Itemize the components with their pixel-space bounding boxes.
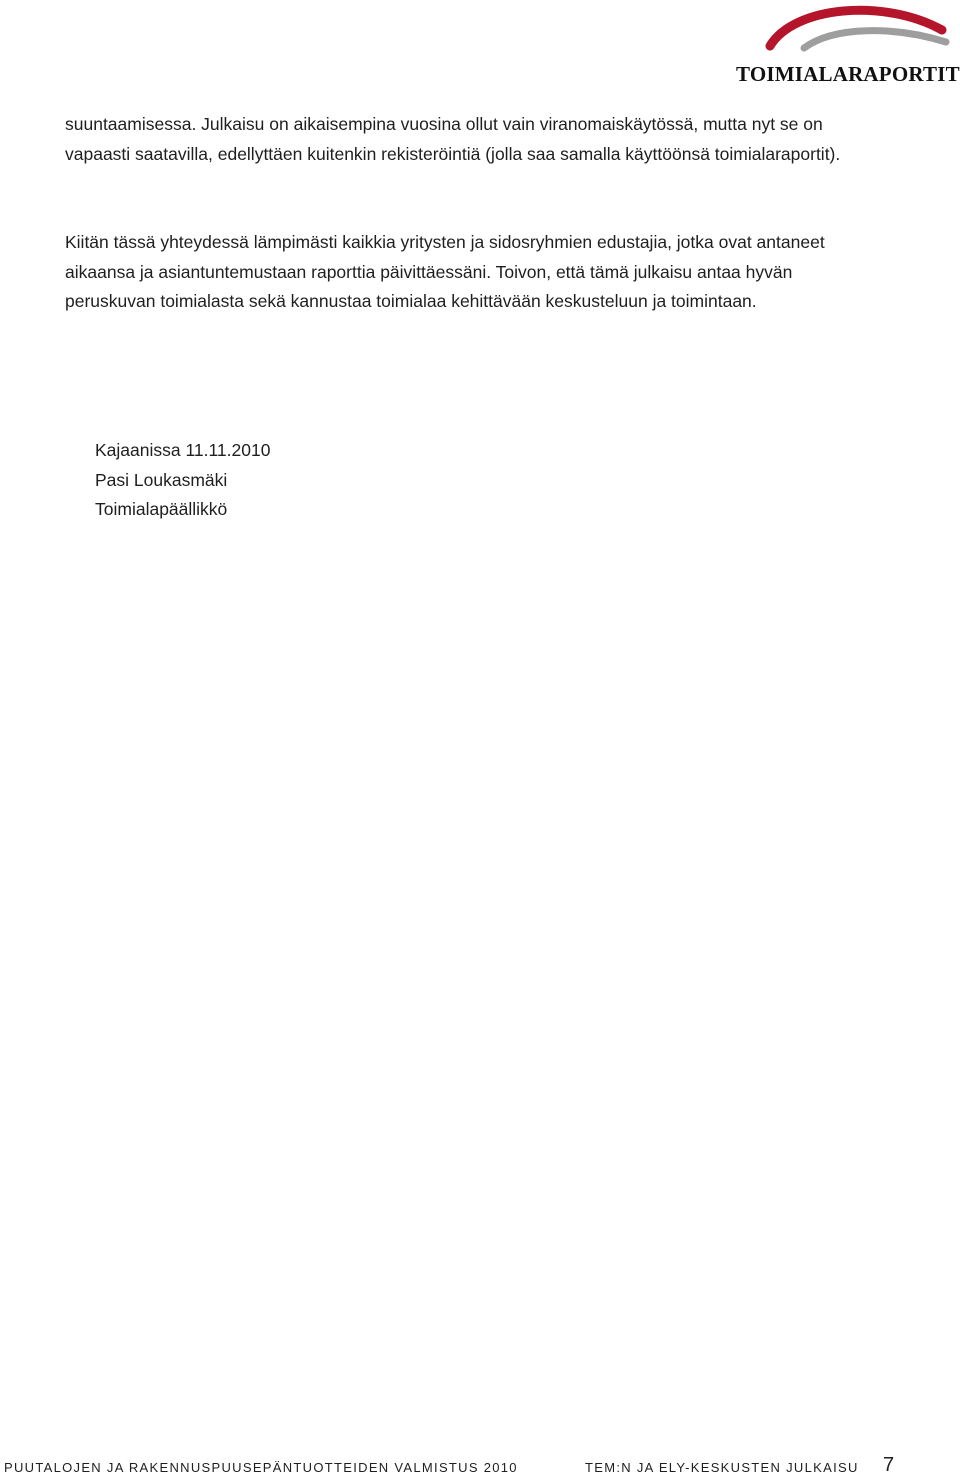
page-footer: [0, 1456, 960, 1480]
signature-name: Pasi Loukasmäki: [95, 469, 228, 490]
logo-arc-icon: [764, 4, 954, 64]
footer-publisher: TEM:N JA ELY-KESKUSTEN JULKAISU: [585, 1460, 859, 1475]
signature-title: Toimialapäällikkö: [95, 499, 228, 519]
page-number: 7: [883, 1454, 895, 1476]
body-paragraph-1: suuntaamisessa. Julkaisu on aikaisempina vuosina ollut vain viranomaiskäytössä, mutta nyt se on vapaasti saatavilla, edellyttäen kuitenkin rekisteröintiä (jolla saa samalla käyttöönsä toimialaraportit).: [65, 114, 841, 164]
logo-text: TOIMIALARAPORTIT: [736, 62, 960, 86]
toimialaraportit-logo: [734, 4, 960, 84]
signature-block: [95, 436, 270, 525]
footer-publication-title: PUUTALOJEN JA RAKENNUSPUUSEPÄNTUOTTEIDEN VALMISTUS 2010: [4, 1460, 518, 1475]
body-paragraph-2: Kiitän tässä yhteydessä lämpimästi kaikkia yritysten ja sidosryhmien edustajia, jotka ovat antaneet aikaansa ja asiantuntemustaan raporttia päivittäessäni. Toivon, että tämä julkaisu antaa hyvän peruskuvan toimialasta sekä kannustaa toimialaa kehittävään keskusteluun ja toimintaan.: [65, 232, 825, 311]
signature-place-date: Kajaanissa 11.11.2010: [95, 440, 271, 460]
